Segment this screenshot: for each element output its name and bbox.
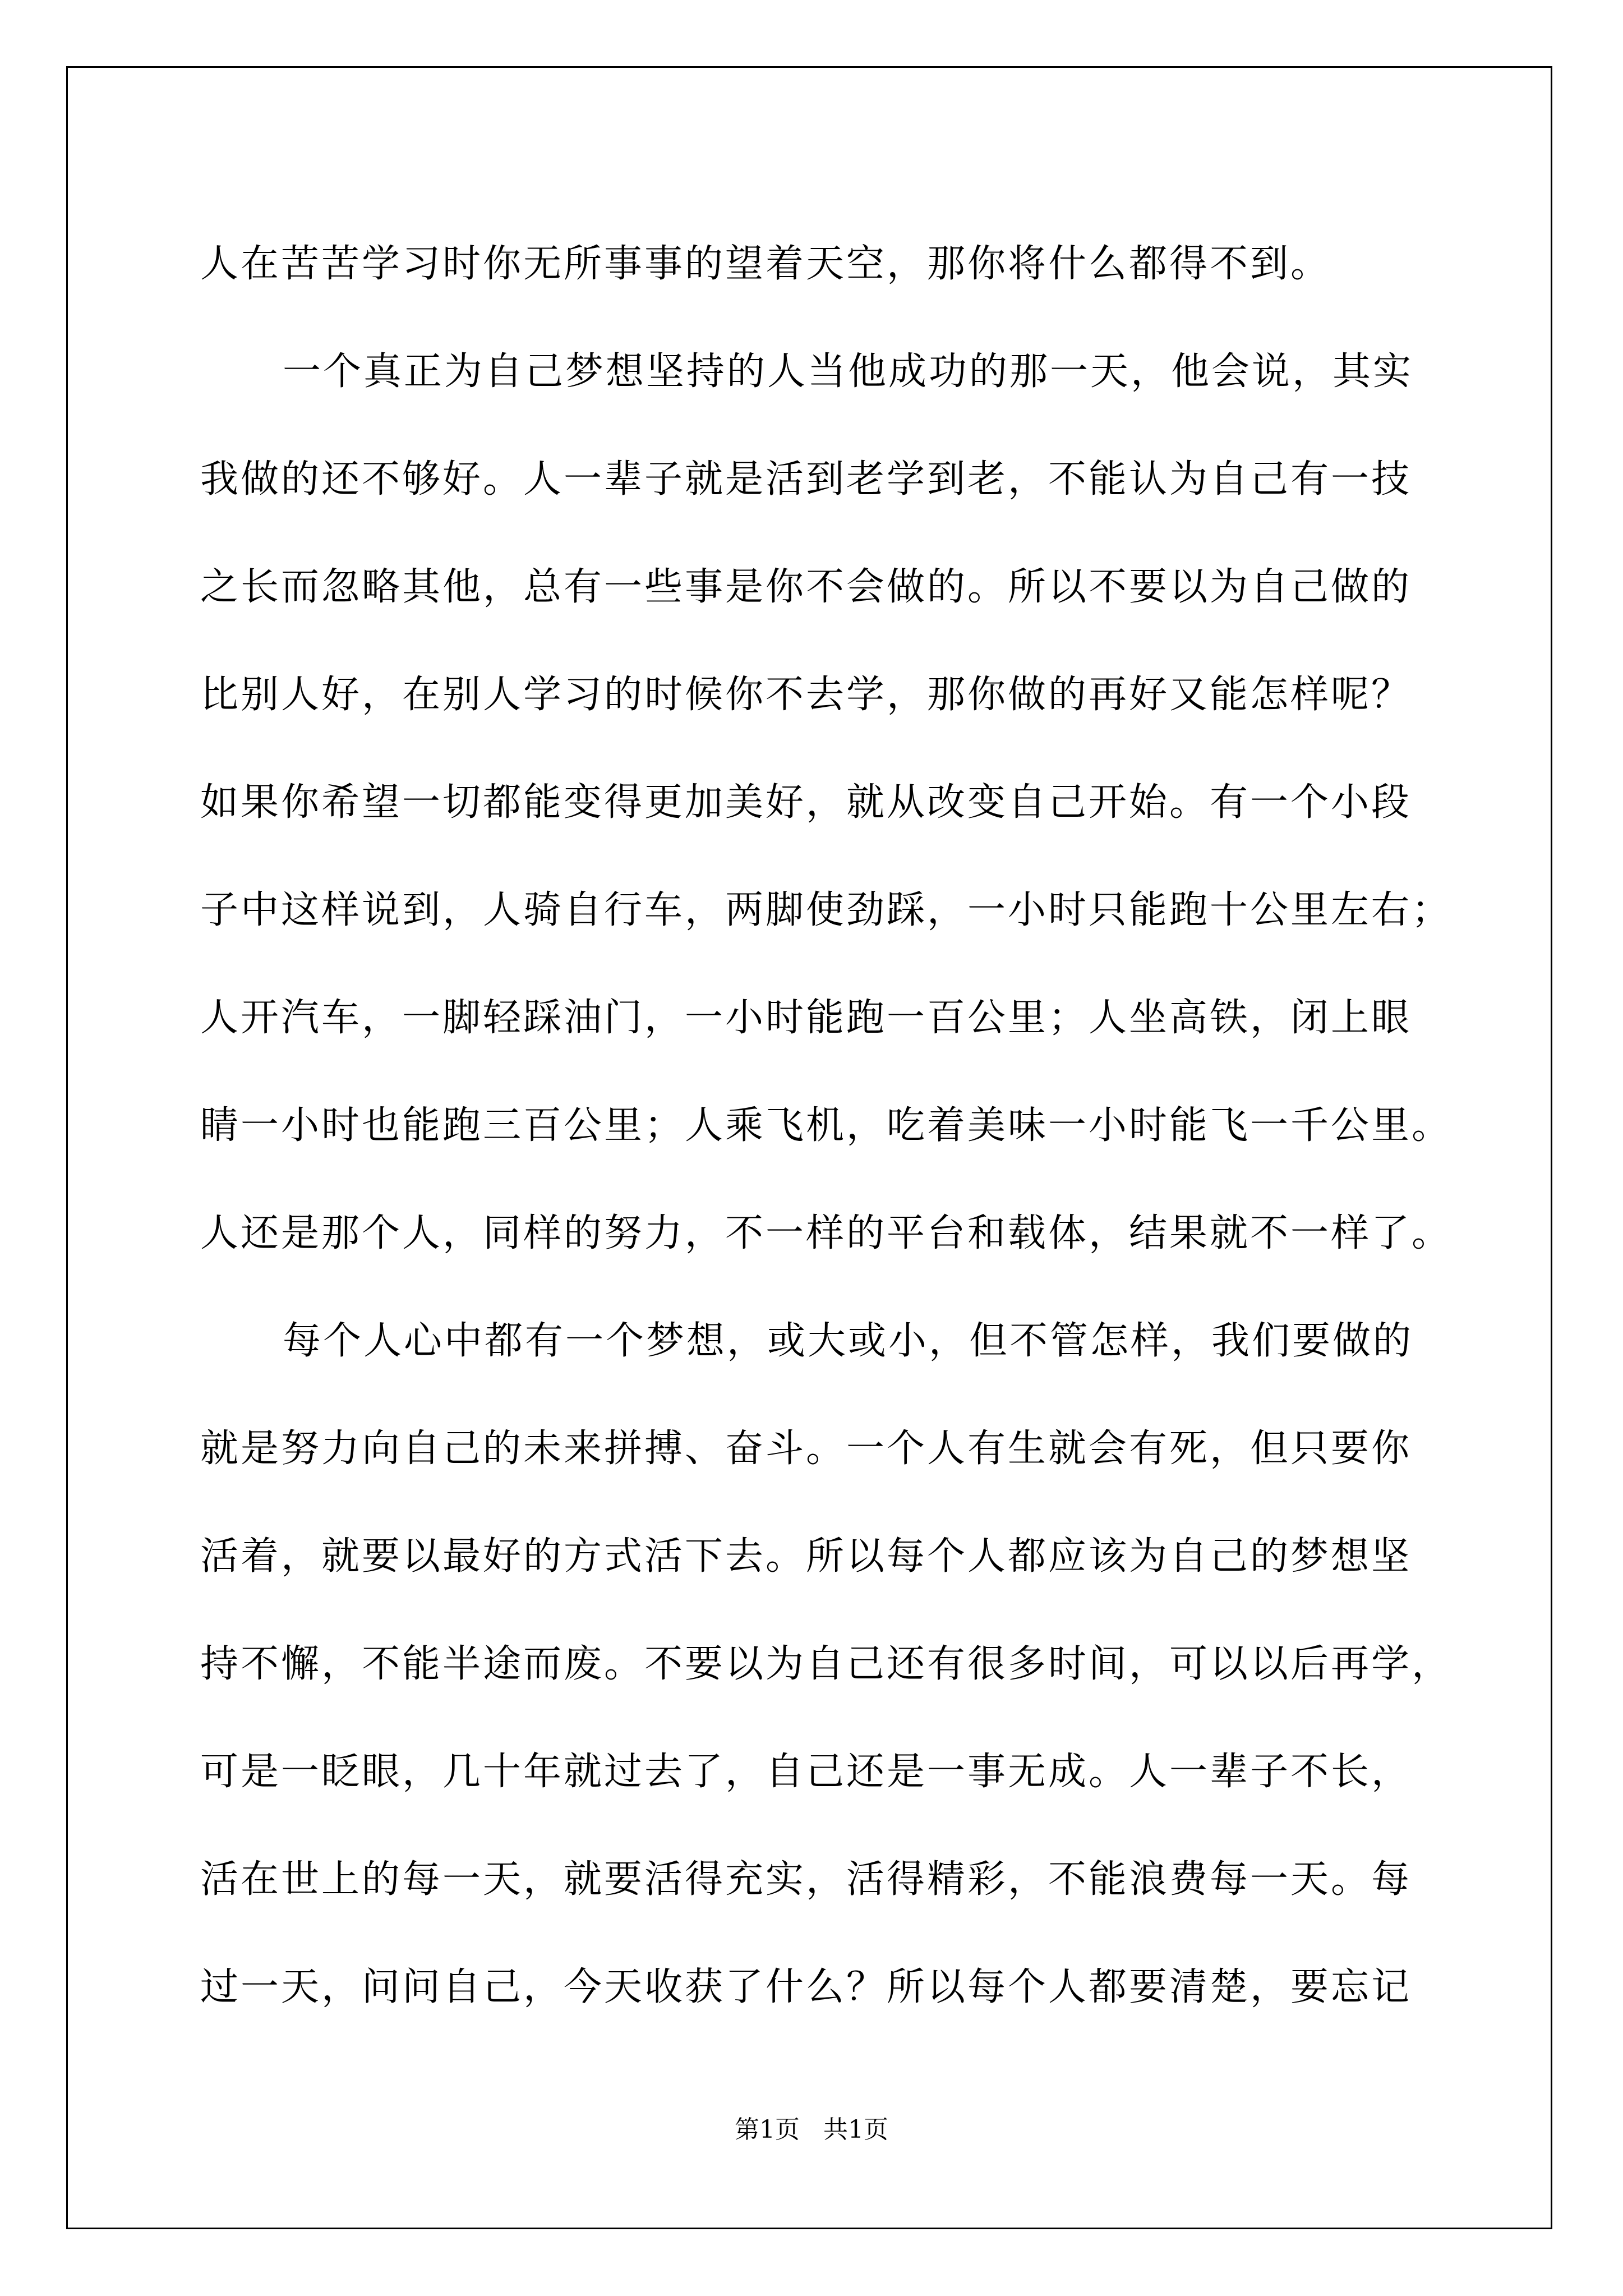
text-line: 人在苦苦学习时你无所事事的望着天空，那你将什么都得不到。 xyxy=(200,242,1331,286)
text-line: 睛一小时也能跑三百公里；人乘飞机，吃着美味一小时能飞一千公里。 xyxy=(200,1103,1453,1148)
text-line: 可是一眨眼，几十年就过去了，自己还是一事无成。人一辈子不长， xyxy=(200,1750,1412,1794)
body-text xyxy=(200,210,1453,2041)
page-number: 第1页 共1页 xyxy=(735,2115,888,2144)
text-line: 持不懈，不能半途而废。不要以为自己还有很多时间，可以以后再学， xyxy=(200,1642,1453,1686)
text-line: 活着，就要以最好的方式活下去。所以每个人都应该为自己的梦想坚 xyxy=(200,1534,1412,1579)
text-line: 过一天，问问自己，今天收获了什么？所以每个人都要清楚，要忘记 xyxy=(200,1965,1412,2009)
text-line: 我做的还不够好。人一辈子就是活到老学到老，不能认为自己有一技 xyxy=(200,457,1412,501)
text-line: 一个真正为自己梦想坚持的人当他成功的那一天，他会说，其实 xyxy=(283,349,1414,394)
text-line: 人还是那个人，同样的努力，不一样的平台和载体，结果就不一样了。 xyxy=(200,1211,1453,1255)
text-line: 每个人心中都有一个梦想，或大或小，但不管怎样，我们要做的 xyxy=(283,1319,1414,1363)
text-line: 就是努力向自己的未来拼搏、奋斗。一个人有生就会有死，但只要你 xyxy=(200,1427,1412,1471)
text-line: 如果你希望一切都能变得更加美好，就从改变自己开始。有一个小段 xyxy=(200,780,1412,825)
text-line: 比别人好，在别人学习的时候你不去学，那你做的再好又能怎样呢？ xyxy=(200,673,1412,717)
text-line: 子中这样说到，人骑自行车，两脚使劲踩，一小时只能跑十公里左右； xyxy=(200,888,1453,932)
text-line: 之长而忽略其他，总有一些事是你不会做的。所以不要以为自己做的 xyxy=(200,565,1412,609)
text-line: 活在世上的每一天，就要活得充实，活得精彩，不能浪费每一天。每 xyxy=(200,1857,1412,1902)
text-line: 人开汽车，一脚轻踩油门，一小时能跑一百公里；人坐高铁，闭上眼 xyxy=(200,996,1412,1040)
